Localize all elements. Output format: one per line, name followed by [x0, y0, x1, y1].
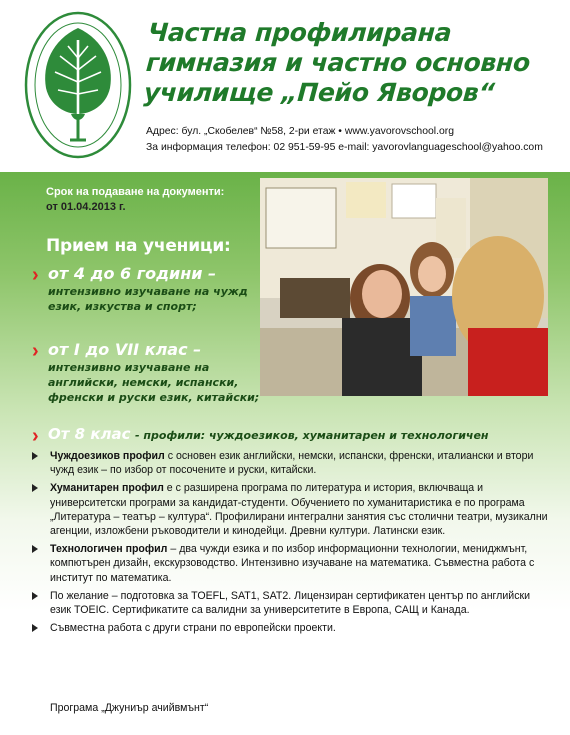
list-item — [30, 589, 550, 617]
phone-email-line: За информация телефон: 02 951-59-95 e-mail: yavorovlanguageschool@yahoo.com — [146, 142, 543, 153]
chevron-right-icon: › — [32, 264, 39, 286]
bullet-triangle-icon — [32, 545, 38, 553]
deadline-date: от 01.04.2013 г. — [46, 201, 126, 213]
title-line: училище „Пейо Яворов“ — [142, 78, 496, 107]
chevron-right-icon: › — [32, 425, 39, 447]
contact-info — [146, 124, 556, 156]
title-line: гимназия и частно основно — [145, 48, 531, 77]
school-title — [143, 18, 559, 108]
list-item — [30, 542, 550, 585]
admission-item — [32, 264, 272, 314]
list-item-text: По желание – подготовка за TOEFL, SAT1, SAT2. Лицензиран сертификатен център по английски език TOEIC. Сертификатите са валидни за университетите в Европа, САЩ и Канада. — [50, 589, 531, 617]
chevron-right-icon: › — [32, 340, 39, 362]
bullet-triangle-icon — [32, 592, 38, 600]
list-item-text: с основен език английски, немски, испански, френски, италиански и втори чужд език – по избор от посочените и руски, китайски. — [50, 450, 534, 477]
title-line: Частна профилирана — [147, 18, 453, 47]
deadline-block — [46, 185, 256, 215]
admission-item-desc: интензивно изучаване на чужд език, изкуства и спорт; — [48, 285, 248, 313]
list-item — [30, 449, 550, 477]
header — [0, 0, 570, 168]
deadline-label: Срок на подаване на документи: — [46, 186, 225, 198]
list-item-text: Съвместна работа с други страни по европейски проекти. — [50, 622, 336, 635]
list-item-text: е с разширена програма по литература и история, включваща и университетски програми за кандидат-студенти. Обучението по хуманитаристика е по програма „Литература – театър – култура“. Профилирани интегрални занятия със столични театри, музикални агенции, изложбени ръководители и кинодейци. Древни култури. Латински език. — [50, 482, 548, 538]
admission-title: Прием на ученици: — [46, 236, 231, 256]
profile-list — [30, 449, 550, 639]
admission-item-desc: интензивно изучаване на английски, немски, испански, френски и руски език, китайски; — [48, 361, 260, 404]
grade8-desc: - профили: чуждоезиков, хуманитарен и технологичен — [134, 429, 489, 442]
bullet-triangle-icon — [32, 484, 38, 492]
classroom-photo — [260, 178, 548, 396]
list-item — [30, 481, 550, 538]
list-item-bold: Технологичен профил — [50, 543, 168, 556]
address-line: Адрес: бул. „Скобелев“ №58, 2-ри етаж • www.yavorovschool.org — [146, 126, 454, 137]
grade8-head: От 8 клас — [48, 425, 131, 443]
admission-item — [32, 340, 272, 405]
grade8-heading — [32, 425, 562, 447]
admission-item-head: от I до VII клас – — [48, 340, 202, 359]
list-item-bold: Чуждоезиков профил — [50, 450, 165, 462]
admission-item-head: от 4 до 6 години – — [48, 264, 217, 283]
bullet-triangle-icon — [32, 452, 38, 460]
list-item — [30, 621, 550, 635]
tree-logo-icon — [22, 10, 134, 160]
bullet-triangle-icon — [32, 624, 38, 632]
list-item-text: – два чужди езика и по избор информационни технологии, мениджмънт, компютърен дизайн, екскурзоводство. Интензивно изучаване на математика. Съвместна работа с институт по математика. — [50, 543, 535, 584]
extra-program: Програма „Джуниър ачийвмънт“ — [50, 702, 209, 714]
list-item-bold: Хуманитарен профил — [50, 482, 164, 495]
